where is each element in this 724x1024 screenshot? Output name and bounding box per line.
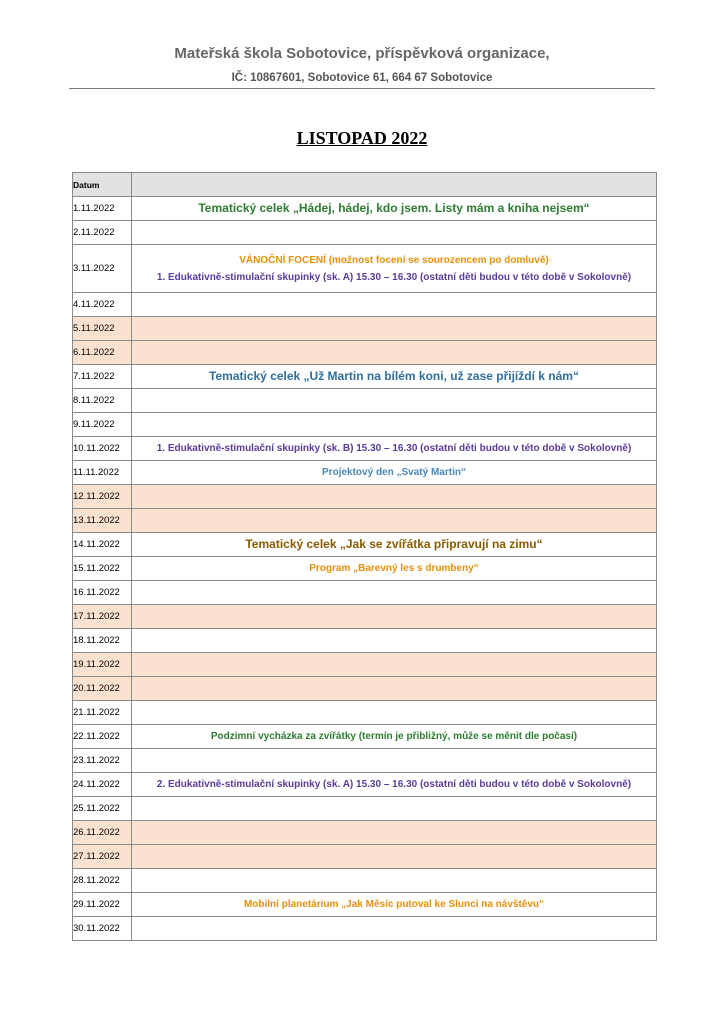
calendar-table (72, 172, 657, 941)
date-cell: 30.11.2022 (73, 917, 132, 941)
event-text: Podzimní vycházka za zvířátky (termín je přibližný, může se měnit dle počasí) (210, 731, 578, 742)
date-cell: 21.11.2022 (73, 701, 132, 725)
date-cell: 4.11.2022 (73, 293, 132, 317)
event-cell (132, 461, 657, 485)
event-cell (132, 341, 657, 365)
event-text: Tematický celek „Hádej, hádej, kdo jsem. Listy mám a kniha nejsem“ (198, 201, 590, 215)
date-cell: 11.11.2022 (73, 461, 132, 485)
table-row (73, 725, 657, 749)
table-row (73, 197, 657, 221)
event-cell (132, 821, 657, 845)
table-row (73, 821, 657, 845)
table-row (73, 605, 657, 629)
event-cell (132, 437, 657, 461)
event-cell (132, 485, 657, 509)
event-text: Mobilní planetárium „Jak Měsíc putoval ke Slunci na návštěvu“ (243, 899, 545, 910)
event-text: Projektový den „Svatý Martin“ (322, 467, 466, 478)
date-cell: 13.11.2022 (73, 509, 132, 533)
event-cell (132, 653, 657, 677)
table-header-row (73, 173, 657, 197)
table-row (73, 461, 657, 485)
table-row (73, 677, 657, 701)
event-text: 2. Edukativně-stimulační skupinky (sk. A) 15.30 – 16.30 (ostatní děti budou v této době v Sokolovně) (156, 779, 632, 790)
table-row (73, 293, 657, 317)
date-cell: 7.11.2022 (73, 365, 132, 389)
date-cell: 10.11.2022 (73, 437, 132, 461)
table-row (73, 557, 657, 581)
table-row (73, 437, 657, 461)
event-text: 1. Edukativně-stimulační skupinky (sk. A) 15.30 – 16.30 (ostatní děti budou v této době v Sokolovně) (156, 271, 632, 283)
table-row (73, 869, 657, 893)
table-row (73, 893, 657, 917)
date-cell: 5.11.2022 (73, 317, 132, 341)
date-cell: 17.11.2022 (73, 605, 132, 629)
date-cell: 25.11.2022 (73, 797, 132, 821)
date-cell: 1.11.2022 (73, 197, 132, 221)
event-cell (132, 533, 657, 557)
event-cell (132, 845, 657, 869)
calendar-body (73, 173, 657, 941)
table-row (73, 653, 657, 677)
event-cell (132, 629, 657, 653)
org-name: Mateřská škola Sobotovice, příspěvková organizace, (174, 45, 550, 62)
event-cell (132, 893, 657, 917)
event-cell (132, 797, 657, 821)
table-row (73, 797, 657, 821)
table-row (73, 245, 657, 293)
table-row (73, 341, 657, 365)
date-cell: 3.11.2022 (73, 245, 132, 293)
date-column-header: Datum (73, 173, 132, 197)
event-text: 1. Edukativně-stimulační skupinky (sk. B) 15.30 – 16.30 (ostatní děti budou v této době v Sokolovně) (156, 443, 632, 454)
table-row (73, 485, 657, 509)
date-cell: 24.11.2022 (73, 773, 132, 797)
date-cell: 12.11.2022 (73, 485, 132, 509)
event-cell (132, 701, 657, 725)
date-cell: 16.11.2022 (73, 581, 132, 605)
event-cell (132, 389, 657, 413)
event-cell (132, 869, 657, 893)
event-column-header (132, 173, 657, 197)
event-text: VÁNOČNÍ FOCENÍ (možnost focení se sourozencem po domluvě) (239, 254, 549, 266)
event-cell (132, 413, 657, 437)
event-cell (132, 197, 657, 221)
event-cell (132, 509, 657, 533)
date-cell: 23.11.2022 (73, 749, 132, 773)
date-cell: 9.11.2022 (73, 413, 132, 437)
table-row (73, 533, 657, 557)
table-row (73, 365, 657, 389)
event-cell (132, 677, 657, 701)
event-cell (132, 581, 657, 605)
date-cell: 15.11.2022 (73, 557, 132, 581)
table-row (73, 413, 657, 437)
event-cell (132, 317, 657, 341)
table-row (73, 221, 657, 245)
date-cell: 6.11.2022 (73, 341, 132, 365)
table-row (73, 917, 657, 941)
date-cell: 22.11.2022 (73, 725, 132, 749)
event-text: Tematický celek „Jak se zvířátka připravují na zimu“ (245, 537, 543, 551)
table-row (73, 389, 657, 413)
date-cell: 28.11.2022 (73, 869, 132, 893)
date-cell: 19.11.2022 (73, 653, 132, 677)
date-cell: 27.11.2022 (73, 845, 132, 869)
org-details: IČ: 10867601, Sobotovice 61, 664 67 Sobotovice (231, 72, 493, 84)
event-cell (132, 917, 657, 941)
event-cell (132, 773, 657, 797)
date-cell: 20.11.2022 (73, 677, 132, 701)
event-cell (132, 749, 657, 773)
event-cell (132, 245, 657, 293)
event-cell (132, 557, 657, 581)
event-cell (132, 293, 657, 317)
table-row (73, 773, 657, 797)
table-row (73, 509, 657, 533)
date-cell: 18.11.2022 (73, 629, 132, 653)
table-row (73, 581, 657, 605)
event-cell (132, 725, 657, 749)
date-cell: 2.11.2022 (73, 221, 132, 245)
page-title: LISTOPAD 2022 (296, 128, 428, 148)
date-cell: 29.11.2022 (73, 893, 132, 917)
table-row (73, 629, 657, 653)
event-text: Tematický celek „Už Martin na bílém koni, už zase přijíždí k nám“ (209, 369, 579, 383)
table-row (73, 749, 657, 773)
event-text: Program „Barevný les s drumbeny“ (309, 563, 479, 574)
table-row (73, 845, 657, 869)
table-row (73, 701, 657, 725)
event-cell (132, 365, 657, 389)
event-cell (132, 605, 657, 629)
event-cell (132, 221, 657, 245)
table-row (73, 317, 657, 341)
date-cell: 26.11.2022 (73, 821, 132, 845)
header-divider (69, 88, 655, 89)
date-cell: 8.11.2022 (73, 389, 132, 413)
date-cell: 14.11.2022 (73, 533, 132, 557)
